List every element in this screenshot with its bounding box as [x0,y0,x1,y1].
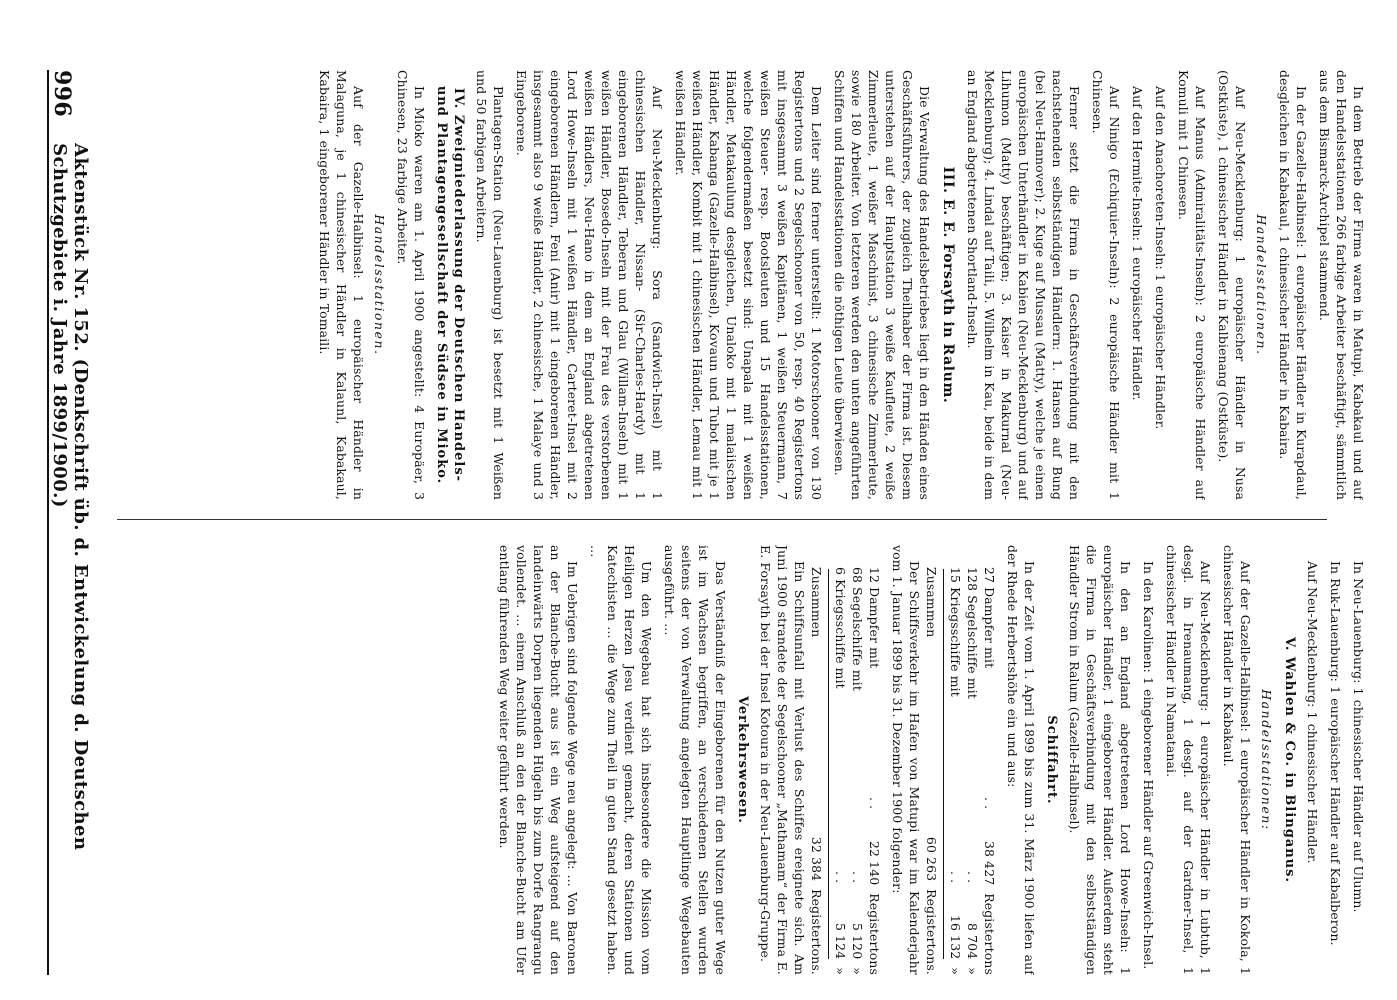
table-cell-unit: » [833,967,848,975]
table-total-row [923,545,940,975]
section-heading: IV. Zweigniederlassung der Deutschen Handels- und Plantagengesellschaft der Südsee in Mioko. [434,85,466,485]
table-cell-value: 16 132 [948,915,963,960]
table-cell-value: 5 120 [850,923,865,960]
paragraph: Auf Neu-Mecklenburg: Sora (Sandwich-Insel) mit 1 chinesischen Händler, Nissan- (Sir-Charles-Hardy) mit 1 eingeborenen Händler, Teberan und Glau (Willam-Inseln) mit 1 weißen Händler, Bosedo-Inseln mit der Frau des verstorbenen weißen Händlers, Neu-Hano in dem an England abgetretenen Lord Howe-Inseln mit 1 weißen Händler, Carteret-Insel mit 2 eingeborenen Händlern, Feni (Anir) mit 1 eingeborenen Händler, insgesammt also 9 weiße Händler, 2 chinesische, 1 Malaye und 3 Eingeborene. [514,70,665,500]
paragraph: In Ruk-Lauenburg: 1 europäischer Händler auf Kabalberon. [1328,561,1343,946]
table-cell-unit: Registertons [867,893,882,975]
paragraph: Plantagen-Station (Neu-Lauenburg) ist besetzt mit 1 Weißen und 50 farbigen Arbeitern. [474,70,506,500]
sum-rule [828,569,829,959]
table-total-unit: Registertons. [924,889,939,975]
section-heading: Schiffahrt. [1044,715,1059,805]
table-total-row [808,545,825,975]
shipping-table-matupi [808,545,883,975]
table-cell-sep: . . [982,796,997,810]
page-running-title: Aktenstück Nr. 152. (Denkschrift üb. d. Entwickelung d. Deutschen Schutzgebiete i. Jahre 1899/1900.) [49,143,91,851]
table-cell-value: 8 704 [965,923,980,960]
paragraph: In den Karolinen: 1 eingeborener Händler auf Greenwich-Insel. [1141,561,1156,970]
paragraph: Auf Neu-Mecklenburg: 1 europäischer Händler in Lubtub, 1 desgl. in Irenaumang, 1 desgl. auf der Gardner-Insel, 1 chinesischer Händler in Namatanai. [1164,545,1213,975]
table-total-label: Zusammen [924,567,939,638]
shipping-table-rhede [923,545,998,975]
section-subheading: Handelsstationen. [372,214,387,356]
paragraph: Ein Schiffsunfall mit Verlust des Schiffes ereignete sich. Am Juni 1900 strandete der Segelschooner „Mathamam“ der Firma E. E. Forsayth bei der Insel Kotoura in der Neu-Lauenburg-Gruppe. [758,545,807,975]
table-cell-sep: . . [850,870,865,884]
paragraph: Das Verständniß der Eingeborenen für den Nutzen guter Wege ist im Wachsen begriffen, an verschiedenen Stellen wurden seitens der von Verwaltung angelegten Hauptlinge Wegebauten ausgeführt. … [662,545,728,975]
paragraph: Auf Neu-Mecklenburg: 1 chinesischer Händler. [1305,561,1320,864]
table-cell-value: 22 140 [867,841,882,886]
paragraph: Auf der Gazelle-Halbinsel: 1 europäischer Händler in Kokola, 1 chinesischer Händler in Kabakaul. [1221,545,1253,975]
section-heading: V. Wahlen & Co. in Blinganus. [1282,637,1297,883]
table-cell-sep: . . [867,796,882,810]
table-row [849,545,866,975]
table-total-value: 32 384 [809,836,824,882]
table-cell-unit: » [850,967,865,975]
table-total-label: Zusammen [809,567,824,638]
table-row [866,545,883,975]
table-row [832,545,849,975]
table-cell-count: 6 Kriegsschiffe mit [833,567,848,689]
section-heading: Verkehrswesen. [735,696,750,824]
table-total-value: 60 263 [924,836,939,882]
sum-rule [943,569,944,959]
paragraph: Die Verwaltung des Handelsbetriebes liegt in den Händen eines Geschäftsführers, der zugleich Theilhaber der Firma ist. Diesem unterstehen auf der Hauptstation 3 weiße Kaufleute, 2 weiße Zimmerleute, 1 weißer Maschinist, 3 chinesische Zimmerleute, sowie 180 Arbeiter. Von letzteren werden den unten angeführten Schiffen und Handelsstationen die nöthigen Leute überwiesen. [832,70,932,500]
paragraph: Auf den Anachoreten-Inseln: 1 europäischer Händler. [1153,86,1168,430]
table-row [964,545,981,975]
paragraph: In den an England abgetretenen Lord Howe-Inseln: 1 europäischer Händler, 1 eingeborener Händler. Außerdem steht die Firma in Geschäftsverbindung mit den selbstständigen Händler Strom in Ralum (Gazelle-Halbinsel). [1067,545,1133,975]
paragraph: Im Uebrigen sind folgende Wege neu angelegt: … Von Baronen an der Blanche-Bucht aus ist ein Weg aufsteigend auf den landeinwärts Dorpen liegenden Hügeln bis zum Dorfe Rangrangu vollendet. … einem Anschluß an den der Blanche-Bucht am Ufer entlang führenden Weg weiter geführt werden. [497,545,580,975]
table-cell-count: 128 Segelschiffe mit [965,567,980,700]
section-subheading: Handelsstationen: [1259,689,1274,831]
paragraph: Auf der Gazelle-Halbinsel: 1 europäischer Händler in Malaguna, je 1 chinesischer Händler in Kalaunl, Kabakaul, Kabaira, 1 eingeborener Händler in Tomaili. [317,70,366,500]
table-cell-sep: . . [833,870,848,884]
table-cell-unit: Registertons [982,893,997,975]
paragraph: Auf Neu-Mecklenburg: 1 europäischer Händler in Nusa (Ostküste), 1 chinesischer Händler in Kalbienang (Ostküste). [1216,70,1248,500]
left-column [105,70,1367,500]
table-cell-count: 12 Dampfer mit [867,567,882,669]
table-row [981,545,998,975]
section-heading: III. E. E. Forsayth in Ralum. [940,166,956,404]
paragraph: In der Gazelle-Halbinsel: 1 europäischer Händler in Kurapdaul, desgleichen in Kabakaul, 1 chinesischer Händler in Kabaira. [1277,70,1309,500]
paragraph: In dem Betrieb der Firma waren in Matupi, Kabakaul und auf den Handelsstationen 266 farbige Arbeiter beschäftigt, sämmtlich aus dem Bismarck-Archipel stammend. [1317,70,1366,500]
paragraph: Auf Manus (Admiralitäts-Inseln): 2 europäische Händler auf Komuli mit 1 Chinesen. [1176,70,1208,500]
paragraph: Auf Ninigo (Echiquier-Inseln): 2 europäische Händler mit 1 Chinesen. [1090,70,1122,500]
table-total-unit: Registertons. [809,889,824,975]
page-number: 996 [49,70,75,118]
table-cell-count: 27 Dampfer mit [982,567,997,669]
table-cell-unit: » [948,967,963,975]
paragraph: Auf den Hermite-Inseln: 1 europäischer Händler. [1130,86,1145,401]
paragraph: Ferner setzt die Firma in Geschäftsverbindung mit den nachstehenden selbstständigen Händlern: 1. Hansen auf Bung (bei Neu-Hannover); 2. Kuge auf Mussau (Matty), welche je einen europäischen Unterhändler in Kabien (Neu-Mecklenburg) und auf Lihumon (Matty) beschäftigen; 3. Kaiser in Makurnal (Neu-Mecklenburg); 4. Lindal auf Taili, 5. Wilhelm in Kau, beide in dem an England abgetretenen Shortland-Inseln. [965,70,1082,500]
table-cell-value: 5 124 [833,923,848,960]
table-cell-sep: . . [965,870,980,884]
right-column [105,545,1367,975]
table-cell-sep: . . [948,870,963,884]
table-cell-count: 68 Segelschiffe mit [850,567,865,691]
page-header [47,70,89,975]
paragraph: In der Zeit vom 1. April 1899 bis zum 31. März 1900 liefen auf der Rhede Herbertshöhe ein und aus: [1005,545,1037,975]
section-subheading: Handelsstationen. [1254,214,1269,356]
table-cell-count: 15 Kriegsschiffe mit [948,567,963,697]
table-row [947,545,964,975]
paragraph: Der Schiffsverkehr im Hafen von Matupi war im Kalenderjahr vom 1. Januar 1899 bis 31. Dezember 1900 folgender: [890,545,922,975]
table-cell-value: 38 427 [982,841,997,886]
column-divider [117,519,1327,520]
paragraph: Um den Wegebau hat sich insbesondere die Mission vom Heiligen Herzen Jesu verdient gemacht, deren Stationen und Katechisten … die Wege zum Theil in guten Stand gesetzt haben. … [588,545,654,975]
paragraph: In Neu-Lauenburg: 1 chinesischer Händler auf Ulumn. [1351,561,1366,913]
paragraph: Dem Leiter sind ferner unterstellt: 1 Motorschooner von 130 Registertons und 2 Segelschooner von 50, resp. 40 Registertons mit insgesammt 3 weißen Kapitänen, 1 weißen Steuermann, 7 weißen Steuer- resp. Bootsleuten und 15 Handelsstationen, welche folgendermaßen besetzt sind: Unapala mit 1 weißen Händler, Matakaulung desgleichen, Unaloko mit 1 malaiischen Händler, Kabanga (Gazelle-Halbinsel), Kovaun und Tubot mit je 1 weißen Händler, Kombit mit 1 chinesischen Händler, Lemau mit 1 weißen Händler. [673,70,824,500]
paragraph: In Mioko waren am 1. April 1900 angestellt: 4 Europäer, 3 Chinesen, 23 farbige Arbeiter. [395,70,427,500]
table-cell-unit: » [965,967,980,975]
